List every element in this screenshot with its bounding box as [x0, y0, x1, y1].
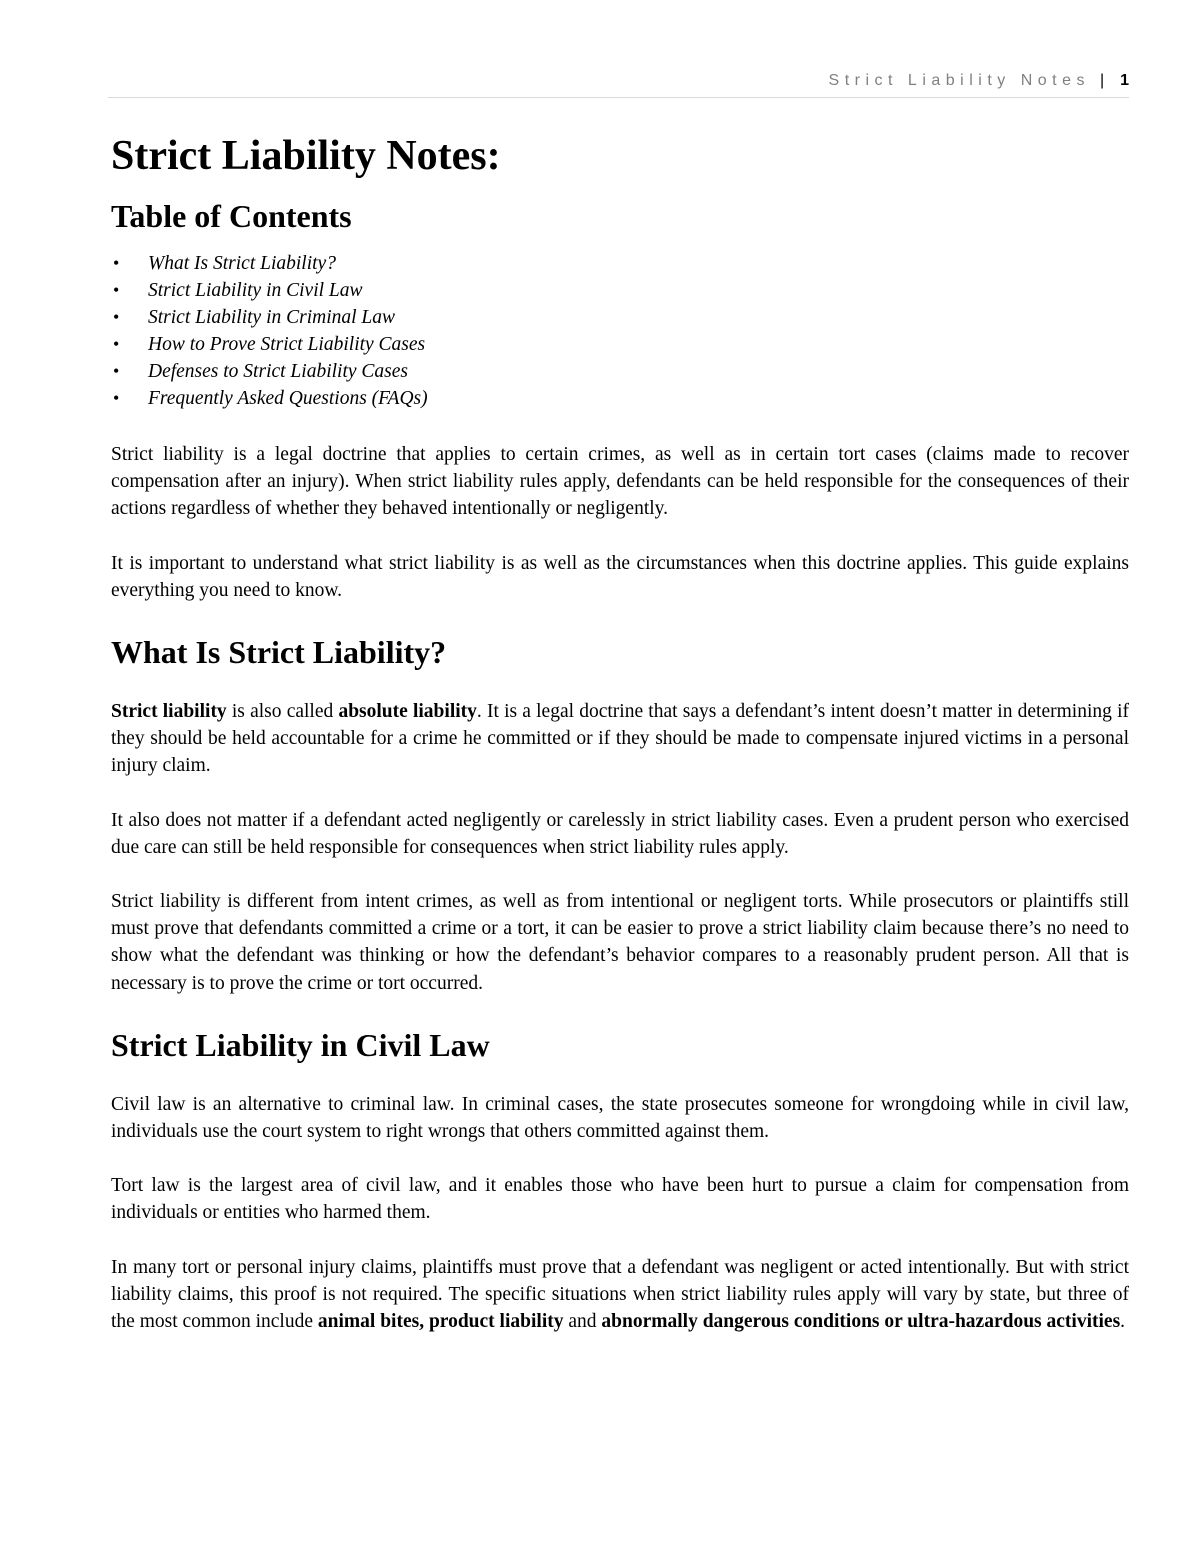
page-header	[829, 72, 1129, 90]
term-examples: animal bites, product liability	[317, 1311, 564, 1333]
toc-item[interactable]: • Defenses to Strict Liability Cases	[111, 358, 1129, 385]
page-number: 1	[1120, 72, 1129, 89]
term-dangerous-activities: abnormally dangerous conditions or ultra-hazardous activities	[601, 1311, 1121, 1333]
body-paragraph: In many tort or personal injury claims, plaintiffs must prove that a defendant was negligent or acted intentionally. But with strict liability claims, this proof is not required. The specific situations when strict liability rules apply will vary by state, but three of the most common include animal bites, product liability and abnormally dangerous conditions or ultra-hazardous activities.	[111, 1256, 1129, 1333]
section-heading-civil-law: Strict Liability in Civil Law	[111, 1026, 490, 1063]
body-paragraph: It also does not matter if a defendant acted negligently or carelessly in strict liability cases. Even a prudent person who exercised due care can still be held responsible for consequences when strict liability rules apply.	[111, 809, 1129, 858]
intro-paragraph: Strict liability is a legal doctrine that applies to certain crimes, as well as in certain tort cases (claims made to recover compensation after an injury). When strict liability rules apply, defendants can be held responsible for the consequences of their actions regardless of whether they behaved intentionally or negligently.	[111, 444, 1129, 520]
toc-item[interactable]: • Strict Liability in Criminal Law	[111, 304, 1129, 331]
running-title: Strict Liability Notes	[828, 72, 1091, 89]
definition-paragraph: Strict liability is also called absolute liability. It is a legal doctrine that says a defendant’s intent doesn’t matter in determining if they should be held accountable for a crime he committed or if they should be made to compensate injured victims in a personal injury claim.	[111, 701, 1129, 777]
toc-item[interactable]: • Strict Liability in Civil Law	[111, 277, 1129, 304]
toc-item[interactable]: • How to Prove Strict Liability Cases	[111, 331, 1129, 358]
table-of-contents	[111, 250, 1129, 412]
body-paragraph: Strict liability is different from intent crimes, as well as from intentional or negligent torts. While prosecutors or plaintiffs still must prove that defendants committed a crime or a tort, it can be easier to prove a strict liability claim because there’s no need to show what the defendant was thinking or how the defendant’s behavior compares to a reasonably prudent person. All that is necessary is to prove the crime or tort occurred.	[111, 891, 1129, 994]
body-paragraph: Tort law is the largest area of civil law, and it enables those who have been hurt to pursue a claim for compensation from individuals or entities who harmed them.	[111, 1175, 1129, 1224]
body-paragraph: Civil law is an alternative to criminal law. In criminal cases, the state prosecutes someone for wrongdoing while in civil law, individuals use the court system to right wrongs that others committed against them.	[111, 1093, 1129, 1143]
header-separator: |	[1099, 72, 1105, 89]
toc-item[interactable]: • Frequently Asked Questions (FAQs)	[111, 385, 1129, 412]
intro-paragraph: It is important to understand what strict liability is as well as the circumstances when this doctrine applies. This guide explains everything you need to know.	[111, 552, 1129, 601]
term-absolute-liability: absolute liability	[338, 701, 477, 723]
term-strict-liability: Strict liability	[111, 701, 227, 723]
document-body	[111, 128, 1129, 1335]
header-rule	[108, 97, 1129, 98]
document-title: Strict Liability Notes:	[111, 133, 501, 179]
section-heading-what-is: What Is Strict Liability?	[111, 634, 447, 671]
toc-item[interactable]: • What Is Strict Liability?	[111, 250, 1129, 277]
toc-heading: Table of Contents	[111, 198, 352, 234]
